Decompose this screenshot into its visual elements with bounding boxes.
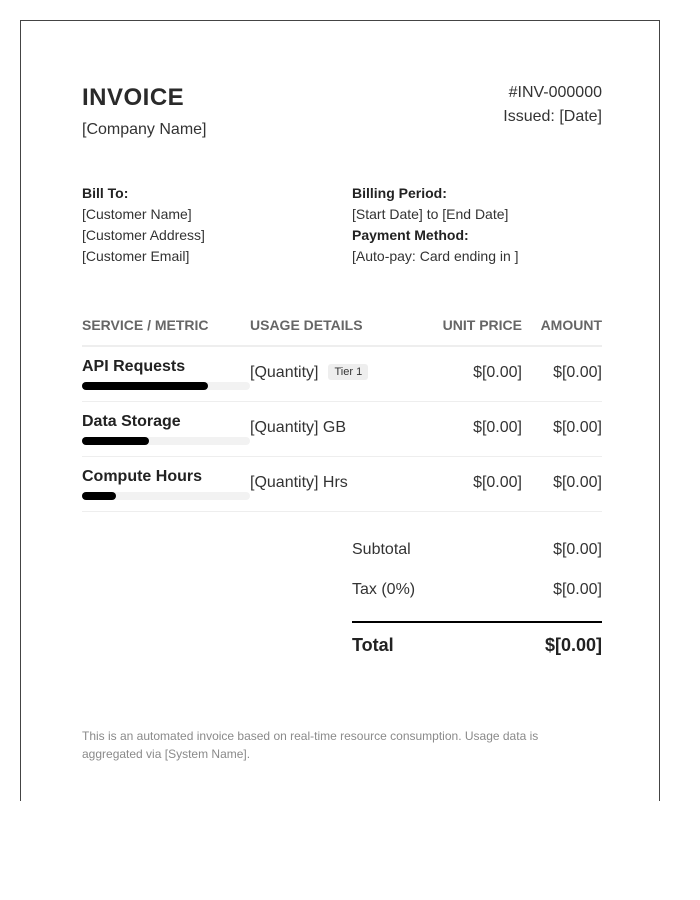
tax-row — [352, 581, 602, 621]
usage-details — [250, 364, 368, 382]
header-unit-price: UNIT PRICE — [442, 317, 522, 333]
table-row — [82, 402, 602, 457]
subtotal-row — [352, 541, 602, 581]
customer-address: [Customer Address] — [82, 227, 205, 243]
totals-section — [352, 541, 602, 663]
invoice-page — [20, 20, 660, 801]
subtotal-value: $[0.00] — [553, 541, 602, 558]
metric-name: Compute Hours — [82, 468, 202, 485]
issued-line — [503, 108, 602, 126]
usage-quantity: [Quantity] Hrs — [250, 474, 348, 491]
tax-value: $[0.00] — [553, 581, 602, 598]
usage-bar — [82, 437, 250, 445]
bill-to-label: Bill To: — [82, 185, 129, 201]
invoice-number: #INV-000000 — [508, 84, 602, 101]
billing-period-value: [Start Date] to [End Date] — [352, 206, 509, 222]
metric-name: API Requests — [82, 358, 186, 375]
unit-price: $[0.00] — [473, 364, 522, 381]
tax-label: Tax (0%) — [352, 581, 416, 598]
payment-method-label: Payment Method: — [352, 227, 469, 243]
usage-bar-fill — [82, 492, 116, 500]
header-service: SERVICE / METRIC — [82, 317, 209, 333]
invoice-title: INVOICE — [82, 84, 185, 111]
line-amount: $[0.00] — [553, 419, 602, 436]
header-amount: AMOUNT — [540, 317, 602, 333]
metric-name: Data Storage — [82, 413, 181, 430]
header-usage: USAGE DETAILS — [250, 317, 363, 333]
usage-bar — [82, 492, 250, 500]
usage-bar-fill — [82, 382, 208, 390]
usage-quantity: [Quantity] — [250, 364, 319, 381]
total-row — [352, 621, 602, 663]
bill-to-block — [82, 183, 205, 267]
billing-info-block — [352, 183, 519, 267]
unit-price: $[0.00] — [473, 474, 522, 491]
line-amount: $[0.00] — [553, 364, 602, 381]
issued-label: Issued: — [503, 108, 555, 125]
table-row — [82, 347, 602, 402]
total-label: Total — [352, 635, 394, 655]
table-row — [82, 457, 602, 512]
table-header — [82, 311, 602, 347]
usage-details — [250, 419, 346, 437]
total-value: $[0.00] — [544, 635, 602, 655]
tier-badge: Tier 1 — [328, 364, 368, 380]
usage-quantity: [Quantity] GB — [250, 419, 347, 436]
usage-bar — [82, 382, 250, 390]
usage-bar-fill — [82, 437, 149, 445]
unit-price: $[0.00] — [473, 419, 522, 436]
subtotal-label: Subtotal — [352, 541, 411, 558]
footer-note: This is an automated invoice based on real-time resource consumption. Usage data is aggregated via [System Name]. — [82, 729, 539, 761]
billing-period-label: Billing Period: — [352, 185, 447, 201]
issued-date: [Date] — [559, 108, 602, 125]
payment-method-value: [Auto-pay: Card ending in ] — [352, 248, 519, 264]
usage-details — [250, 474, 348, 492]
usage-table — [82, 311, 602, 512]
invoice-header — [82, 84, 602, 144]
company-name: [Company Name] — [82, 121, 207, 138]
customer-name: [Customer Name] — [82, 206, 192, 222]
customer-email: [Customer Email] — [82, 248, 190, 264]
line-amount: $[0.00] — [553, 474, 602, 491]
